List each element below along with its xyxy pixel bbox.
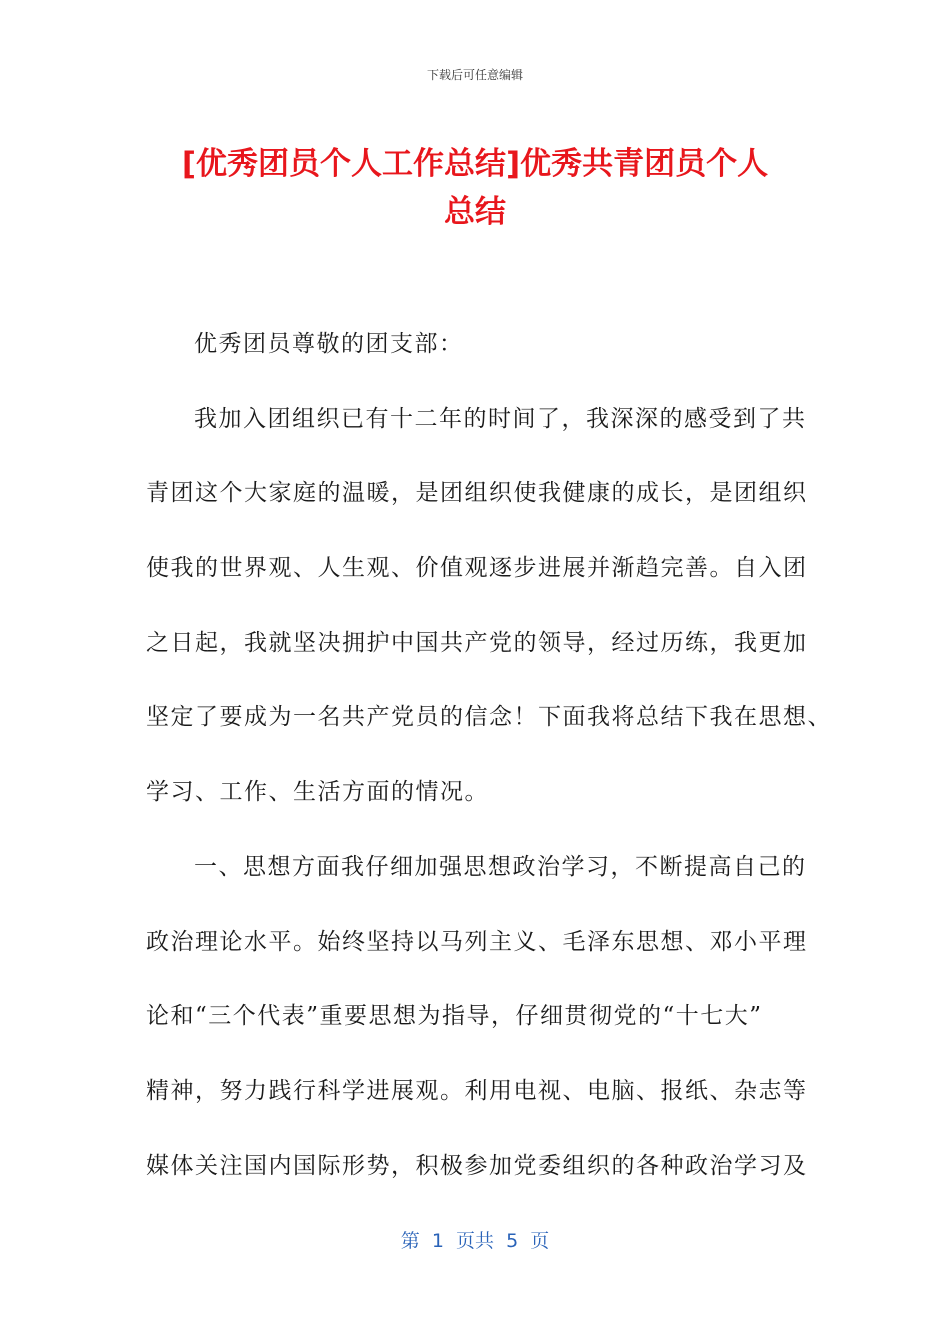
page-footer: 第 1 页共 5 页 xyxy=(400,1230,550,1252)
body-line: 青团这个大家庭的温暖，是团组织使我健康的成长，是团组织 xyxy=(146,480,808,507)
title-line-1: [优秀团员个人工作总结]优秀共青团员个人 xyxy=(181,146,769,182)
body-line: 媒体关注国内国际形势，积极参加党委组织的各种政治学习及 xyxy=(146,1152,808,1179)
body-line: 政治理论水平。始终坚持以马列主义、毛泽东思想、邓小平理 xyxy=(146,928,808,955)
salutation-line: 优秀团员尊敬的团支部： xyxy=(194,331,464,357)
document-title xyxy=(110,140,840,236)
body-line: 一、思想方面我仔细加强思想政治学习，不断提高自己的 xyxy=(194,853,807,880)
body-line: 之日起，我就坚决拥护中国共产党的领导，经过历练，我更加 xyxy=(146,629,808,656)
body-line: 我加入团组织已有十二年的时间了，我深深的感受到了共 xyxy=(194,405,807,432)
document-body xyxy=(146,325,832,1221)
body-line: 坚定了要成为一名共产党员的信念！下面我将总结下我在思想、 xyxy=(146,704,832,731)
page-header: 下载后可任意编辑 xyxy=(426,68,523,82)
body-line: 论和“三个代表”重要思想为指导，仔细贯彻党的“十七大” xyxy=(146,1003,763,1030)
body-line: 学习、工作、生活方面的情况。 xyxy=(146,779,489,806)
body-line: 精神，努力践行科学进展观。利用电视、电脑、报纸、杂志等 xyxy=(146,1077,808,1104)
title-line-2: 总结 xyxy=(444,194,506,230)
body-line: 使我的世界观、人生观、价值观逐步进展并渐趋完善。自入团 xyxy=(146,555,808,582)
